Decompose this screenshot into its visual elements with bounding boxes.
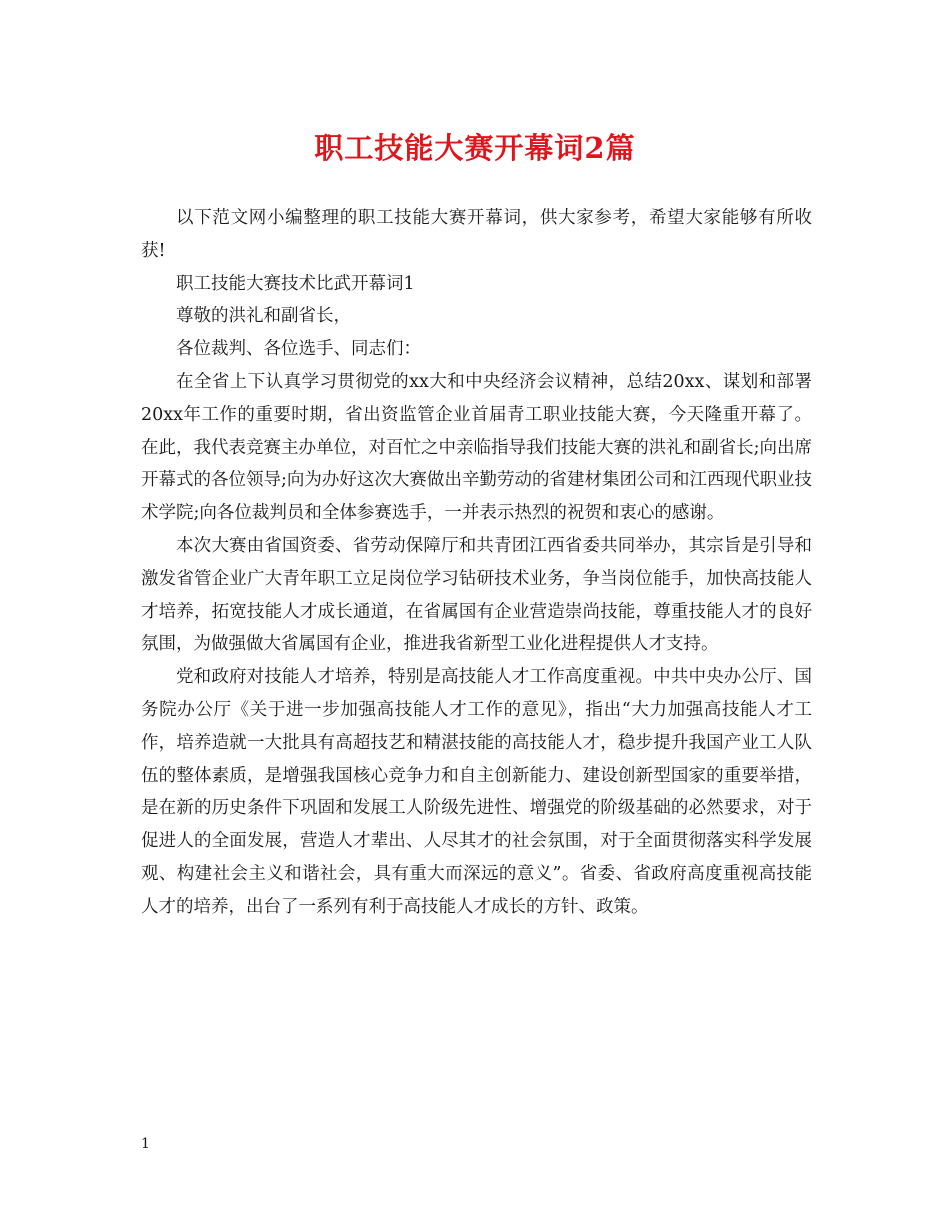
document-body bbox=[141, 202, 812, 924]
document-title: 职工技能大赛开幕词2篇 bbox=[314, 131, 636, 165]
body-paragraph: 在全省上下认真学习贯彻党的xx大和中央经济会议精神，总结20xx、谋划和部署20xx年工作的重要时期，省出资监管企业首届青工职业技能大赛，今天隆重开幕了。在此，我代表竞赛主办单位，对百忙之中亲临指导我们技能大赛的洪礼和副省长;向出席开幕式的各位领导;向为办好这次大赛做出辛勤劳动的省建材集团公司和江西现代职业技术学院;向各位裁判员和全体参赛选手，一并表示热烈的祝贺和衷心的感谢。 bbox=[141, 371, 812, 524]
audience-greeting: 各位裁判、各位选手、同志们： bbox=[176, 339, 421, 360]
intro-paragraph: 以下范文网小编整理的职工技能大赛开幕词，供大家参考，希望大家能够有所收获! bbox=[141, 208, 812, 261]
page-number: 1 bbox=[141, 1136, 150, 1152]
body-paragraph: 本次大赛由省国资委、省劳动保障厅和共青团江西省委共同举办，其宗旨是引导和激发省管企业广大青年职工立足岗位学习钻研技术业务，争当岗位能手，加快高技能人才培养，拓宽技能人才成长通道，在省属国有企业营造崇尚技能，尊重技能人才的良好氛围，为做强做大省属国有企业，推进我省新型工业化进程提供人才支持。 bbox=[141, 535, 812, 655]
speech-heading: 职工技能大赛技术比武开幕词1 bbox=[176, 273, 415, 294]
body-paragraph: 党和政府对技能人才培养，特别是高技能人才工作高度重视。中共中央办公厅、国务院办公厅《关于进一步加强高技能人才工作的意见》，指出“大力加强高技能人才工作，培养造就一大批具有高超技艺和精湛技能的高技能人才，稳步提升我国产业工人队伍的整体素质，是增强我国核心竞争力和自主创新能力、建设创新型国家的重要举措，是在新的历史条件下巩固和发展工人阶级先进性、增强党的阶级基础的必然要求，对于促进人的全面发展，营造人才辈出、人尽其才的社会氛围，对于全面贯彻落实科学发展观、构建社会主义和谐社会，具有重大而深远的意义”。省委、省政府高度重视高技能人才的培养，出台了一系列有利于高技能人才成长的方针、政策。 bbox=[141, 667, 812, 917]
salutation-line: 尊敬的洪礼和副省长， bbox=[176, 306, 351, 327]
